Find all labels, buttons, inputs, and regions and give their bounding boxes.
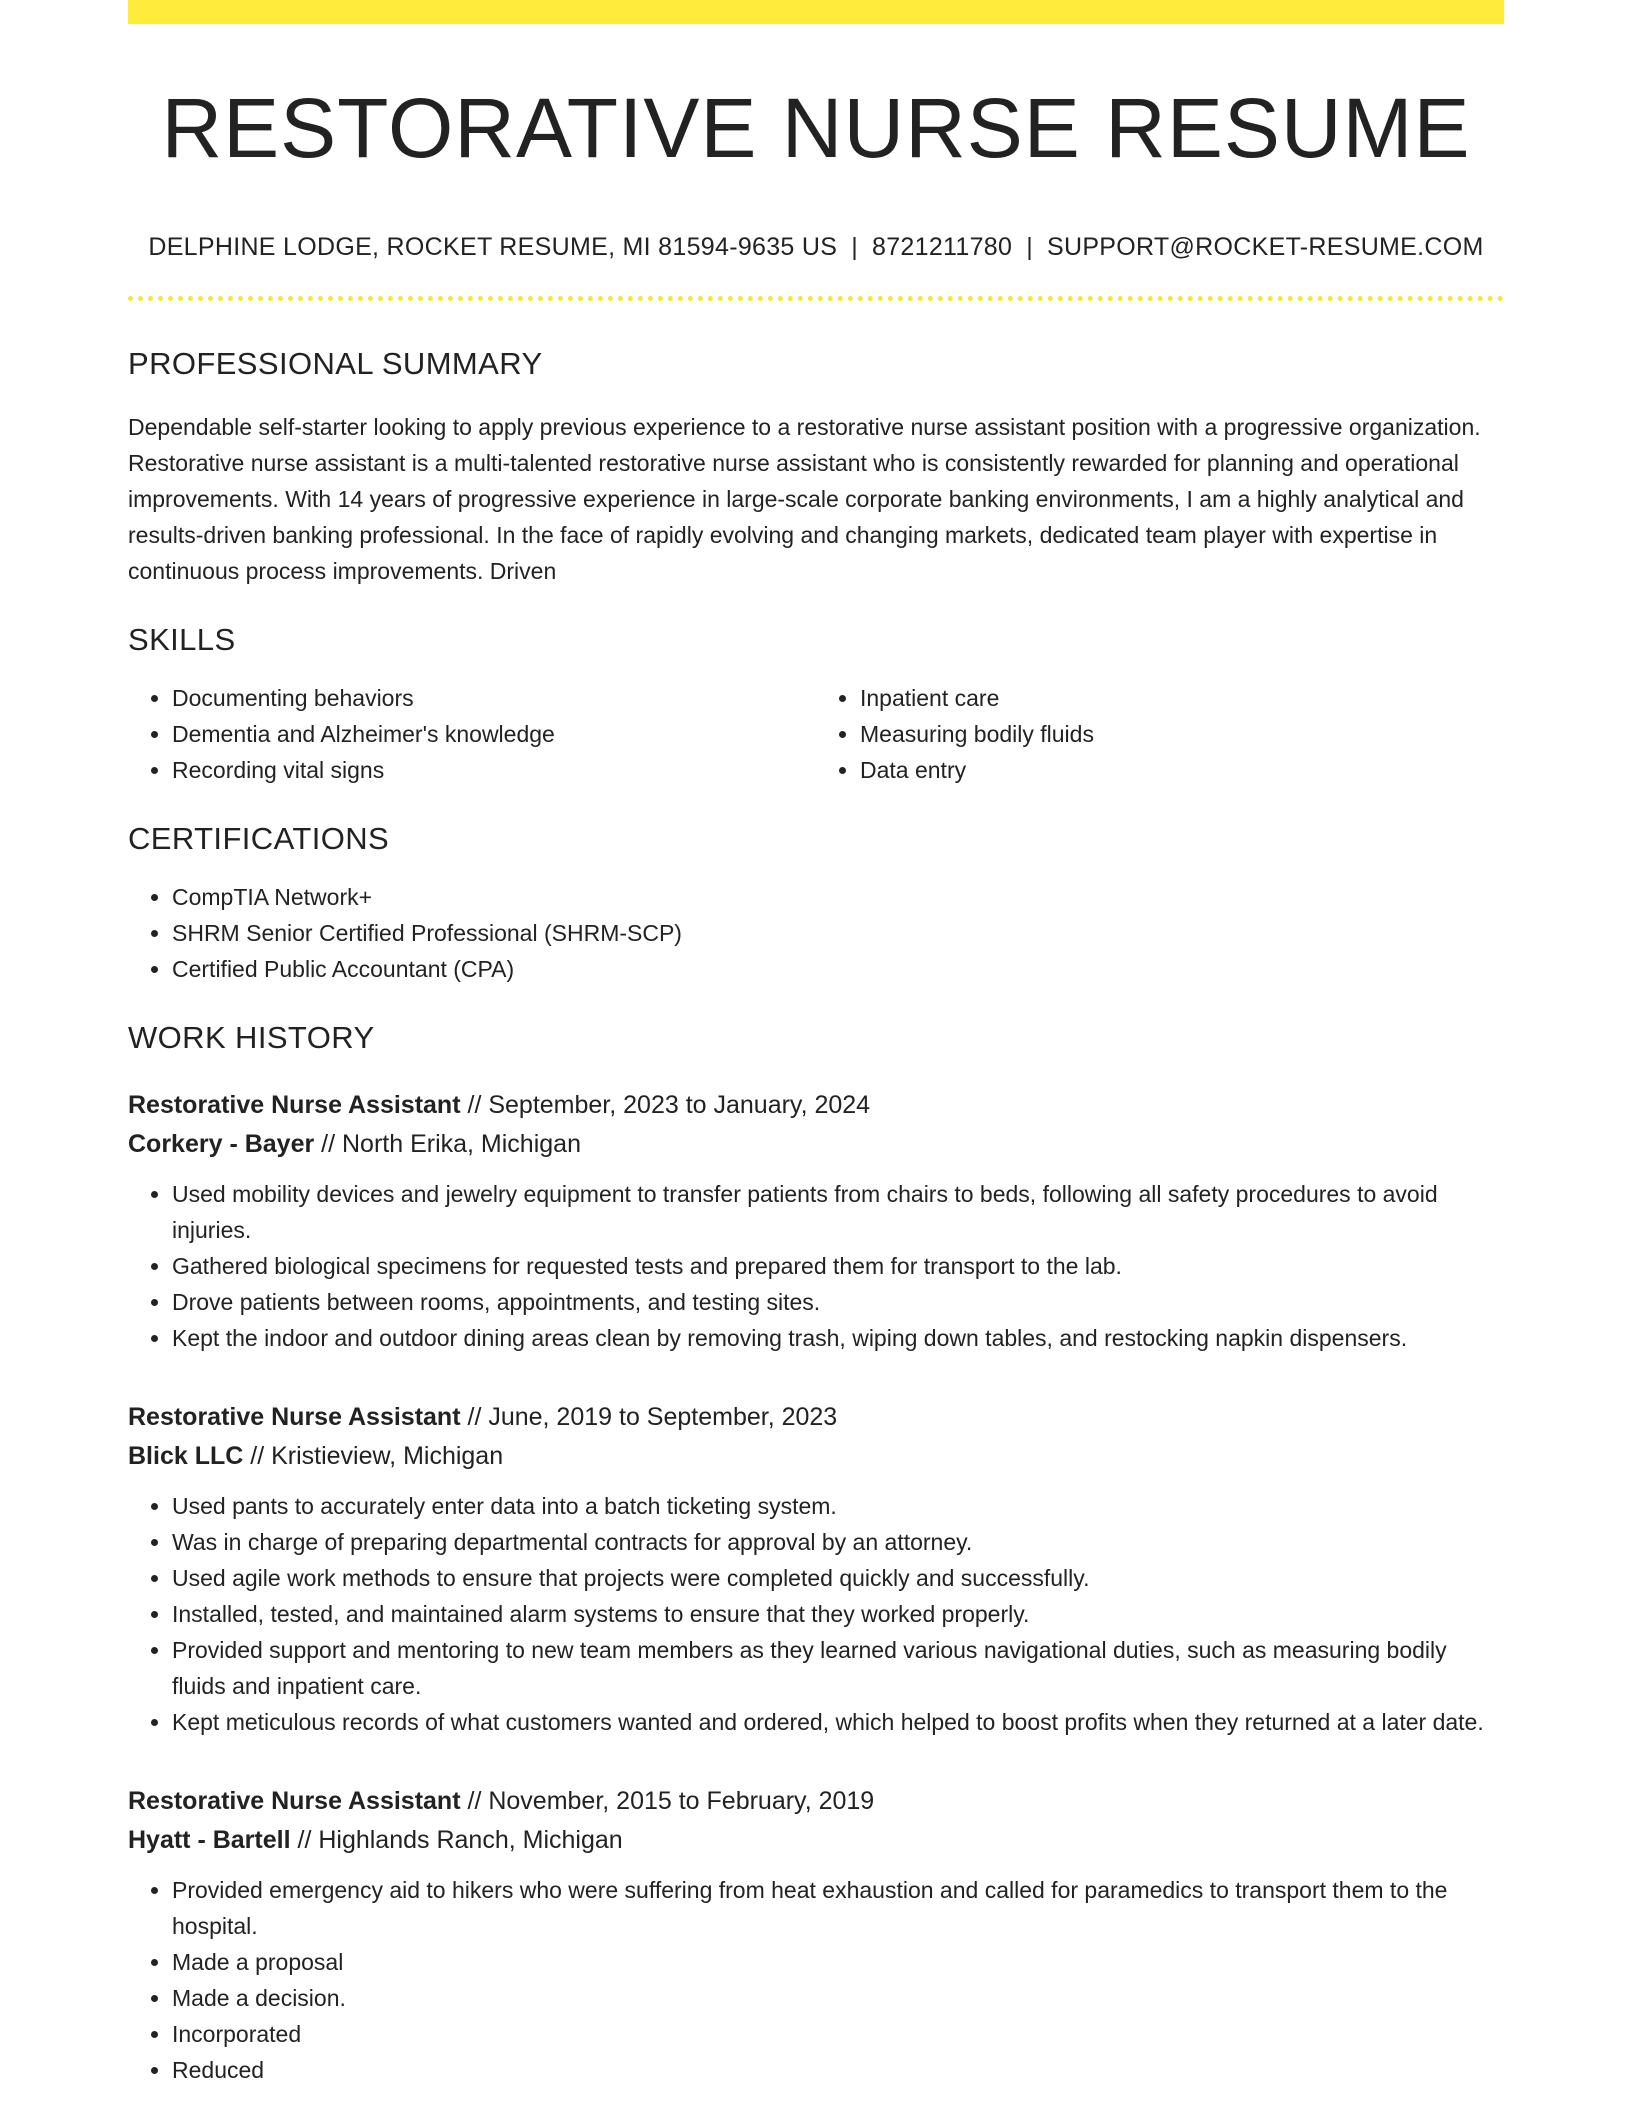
job-bullet: • Incorporated bbox=[172, 2016, 1504, 2052]
job-entry bbox=[128, 1398, 1504, 1740]
certifications-heading: CERTIFICATIONS bbox=[128, 820, 390, 856]
job-bullet: • Was in charge of preparing departmental contracts for approval by an attorney. bbox=[172, 1524, 1504, 1560]
work-history-section bbox=[128, 1019, 1504, 2088]
skills-list-right bbox=[816, 680, 1504, 788]
skill-item: • Dementia and Alzheimer's knowledge bbox=[172, 716, 816, 752]
job-bullets bbox=[128, 1872, 1504, 2088]
job-title: Restorative Nurse Assistant bbox=[128, 1403, 461, 1432]
skill-item: • Data entry bbox=[860, 752, 1504, 788]
job-title: Restorative Nurse Assistant bbox=[128, 1091, 461, 1120]
job-title-line bbox=[128, 1398, 1504, 1437]
contact-line bbox=[128, 232, 1504, 262]
certification-item: • SHRM Senior Certified Professional (SHRM-SCP) bbox=[172, 915, 1504, 951]
contact-email: SUPPORT@ROCKET-RESUME.COM bbox=[1047, 233, 1484, 262]
resume-page bbox=[128, 0, 1504, 2088]
certifications-list bbox=[128, 879, 1504, 987]
job-dates: // June, 2019 to September, 2023 bbox=[460, 1403, 838, 1432]
work-history-heading: WORK HISTORY bbox=[128, 1019, 375, 1055]
job-company-line bbox=[128, 1125, 1504, 1164]
contact-address: DELPHINE LODGE, ROCKET RESUME, MI 81594-9635 US bbox=[148, 233, 838, 262]
job-bullets bbox=[128, 1176, 1504, 1356]
job-company-line bbox=[128, 1821, 1504, 1860]
skills-list-left bbox=[128, 680, 816, 788]
skills-grid bbox=[128, 680, 1504, 788]
header-divider bbox=[128, 296, 1504, 301]
job-bullet: • Used mobility devices and jewelry equipment to transfer patients from chairs to beds, following all safety procedures to avoid injuries. bbox=[172, 1176, 1504, 1248]
job-bullet: • Gathered biological specimens for requested tests and prepared them for transport to the lab. bbox=[172, 1248, 1504, 1284]
skills-heading: SKILLS bbox=[128, 621, 236, 657]
top-accent-bar bbox=[128, 0, 1504, 24]
certification-item: • Certified Public Accountant (CPA) bbox=[172, 951, 1504, 987]
job-location: // Highlands Ranch, Michigan bbox=[290, 1826, 623, 1855]
skill-item: • Inpatient care bbox=[860, 680, 1504, 716]
job-company-line bbox=[128, 1437, 1504, 1476]
contact-phone: 8721211780 bbox=[872, 233, 1013, 262]
summary-text: Dependable self-starter looking to apply previous experience to a restorative nurse assistant position with a progressive organization. Restorative nurse assistant is a multi-talented restorative nurse assistant who is consistently rewarded for planning and operational improvements. With 14 years of progressive experience in large-scale corporate banking environments, I am a highly analytical and results-driven banking professional. In the face of rapidly evolving and changing markets, dedicated team player with expertise in continuous process improvements. Driven bbox=[128, 413, 1481, 584]
job-location: // North Erika, Michigan bbox=[314, 1130, 581, 1159]
job-company: Hyatt - Bartell bbox=[128, 1826, 291, 1855]
job-company: Corkery - Bayer bbox=[128, 1130, 315, 1159]
job-bullet: • Made a proposal bbox=[172, 1944, 1504, 1980]
resume-title: RESTORATIVE NURSE RESUME bbox=[161, 81, 1471, 175]
job-title: Restorative Nurse Assistant bbox=[128, 1787, 461, 1816]
job-bullet: • Used pants to accurately enter data into a batch ticketing system. bbox=[172, 1488, 1504, 1524]
job-location: // Kristieview, Michigan bbox=[243, 1442, 504, 1471]
job-bullet: • Provided emergency aid to hikers who were suffering from heat exhaustion and called for paramedics to transport them to the hospital. bbox=[172, 1872, 1504, 1944]
job-bullet: • Reduced bbox=[172, 2052, 1504, 2088]
job-entry bbox=[128, 1782, 1504, 2088]
job-title-line bbox=[128, 1086, 1504, 1125]
job-entry bbox=[128, 1086, 1504, 1356]
job-bullet: • Drove patients between rooms, appointments, and testing sites. bbox=[172, 1284, 1504, 1320]
job-bullet: • Used agile work methods to ensure that projects were completed quickly and successfully. bbox=[172, 1560, 1504, 1596]
skill-item: • Documenting behaviors bbox=[172, 680, 816, 716]
job-bullet: • Made a decision. bbox=[172, 1980, 1504, 2016]
skill-item: • Recording vital signs bbox=[172, 752, 816, 788]
contact-separator: | bbox=[1026, 233, 1033, 262]
job-bullet: • Kept meticulous records of what customers wanted and ordered, which helped to boost profits when they returned at a later date. bbox=[172, 1704, 1504, 1740]
contact-separator: | bbox=[851, 233, 859, 262]
job-company: Blick LLC bbox=[128, 1442, 244, 1471]
job-dates: // September, 2023 to January, 2024 bbox=[460, 1091, 871, 1120]
job-bullet: • Kept the indoor and outdoor dining areas clean by removing trash, wiping down tables, and restocking napkin dispensers. bbox=[172, 1320, 1504, 1356]
certification-item: • CompTIA Network+ bbox=[172, 879, 1504, 915]
job-bullet: • Provided support and mentoring to new team members as they learned various navigational duties, such as measuring bodily fluids and inpatient care. bbox=[172, 1632, 1504, 1704]
certifications-section bbox=[128, 820, 1504, 987]
job-dates: // November, 2015 to February, 2019 bbox=[460, 1787, 875, 1816]
summary-heading: PROFESSIONAL SUMMARY bbox=[128, 346, 543, 382]
skill-item: • Measuring bodily fluids bbox=[860, 716, 1504, 752]
skills-section bbox=[128, 621, 1504, 788]
job-title-line bbox=[128, 1782, 1504, 1821]
job-bullet: • Installed, tested, and maintained alarm systems to ensure that they worked properly. bbox=[172, 1596, 1504, 1632]
job-bullets bbox=[128, 1488, 1504, 1740]
